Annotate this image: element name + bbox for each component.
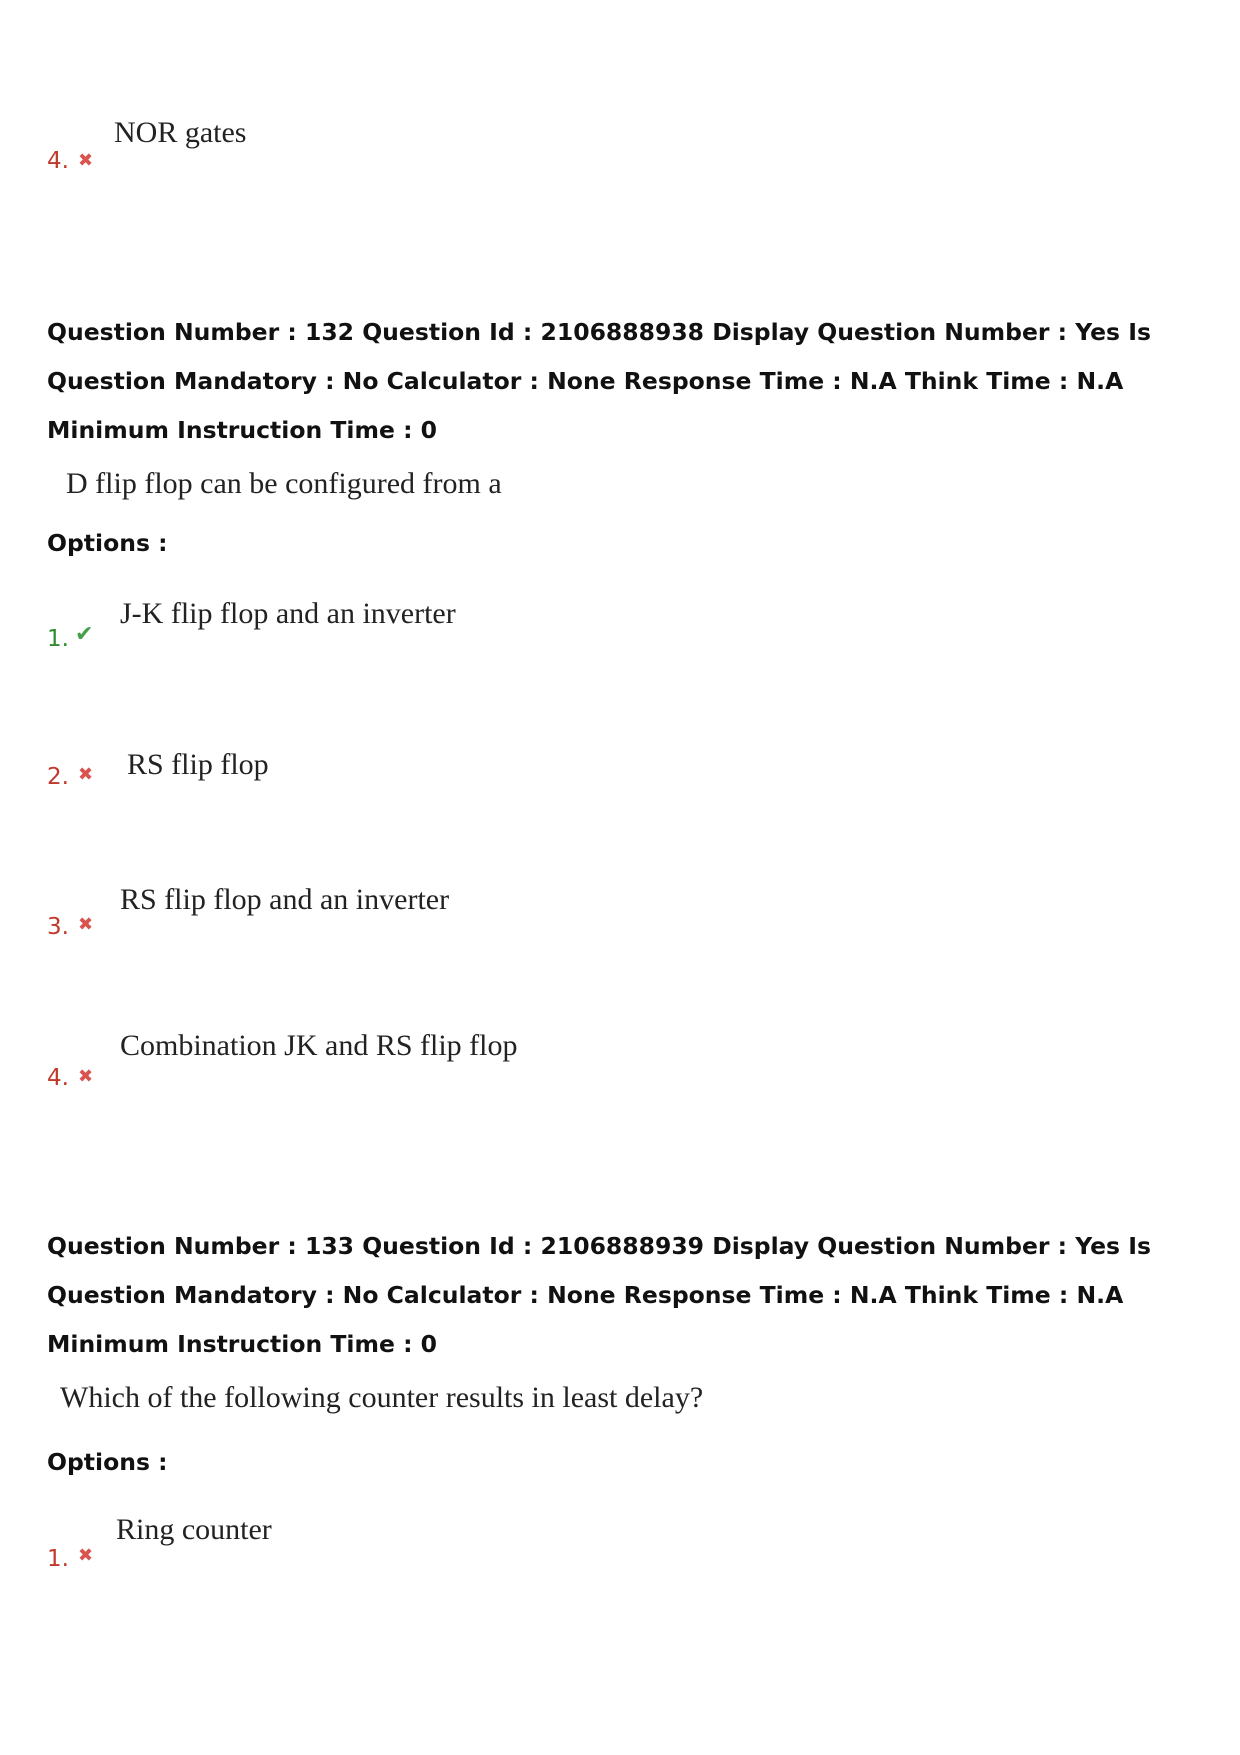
cross-mark-icon: ✖ <box>78 764 94 785</box>
option-text: RS flip flop and an inverter <box>120 883 450 916</box>
cross-mark-icon: ✖ <box>78 1066 94 1087</box>
option-text: RS flip flop <box>127 748 269 781</box>
option-text: Ring counter <box>116 1513 272 1546</box>
option-number: 3. <box>47 914 69 940</box>
cross-mark-icon: ✖ <box>78 914 94 935</box>
question-meta: Question Number : 133 Question Id : 2106888939 Display Question Number : Yes Is Question Mandatory : No Calculator : None Response Time : N.A Think Time : N.A Minimum Instruction Time : 0 <box>47 1232 1151 1358</box>
question-meta: Question Number : 132 Question Id : 2106888938 Display Question Number : Yes Is Question Mandatory : No Calculator : None Response Time : N.A Think Time : N.A Minimum Instruction Time : 0 <box>47 318 1151 444</box>
option-text: NOR gates <box>114 116 247 149</box>
options-label: Options : <box>47 1448 168 1476</box>
option-number: 2. <box>47 764 69 790</box>
question-text: D flip flop can be configured from a <box>66 467 502 500</box>
cross-mark-icon: ✖ <box>78 1545 94 1566</box>
option-text: J-K flip flop and an inverter <box>120 597 456 630</box>
cross-mark-icon: ✖ <box>78 150 94 171</box>
option-text: Combination JK and RS flip flop <box>120 1029 518 1062</box>
option-number: 4. <box>47 1065 69 1091</box>
option-number: 1. <box>47 1546 69 1572</box>
option-number: 4. <box>47 148 69 174</box>
question-text: Which of the following counter results in least delay? <box>60 1381 704 1414</box>
options-label: Options : <box>47 529 168 557</box>
option-number: 1. <box>47 626 69 652</box>
check-mark-icon: ✔ <box>75 622 94 647</box>
